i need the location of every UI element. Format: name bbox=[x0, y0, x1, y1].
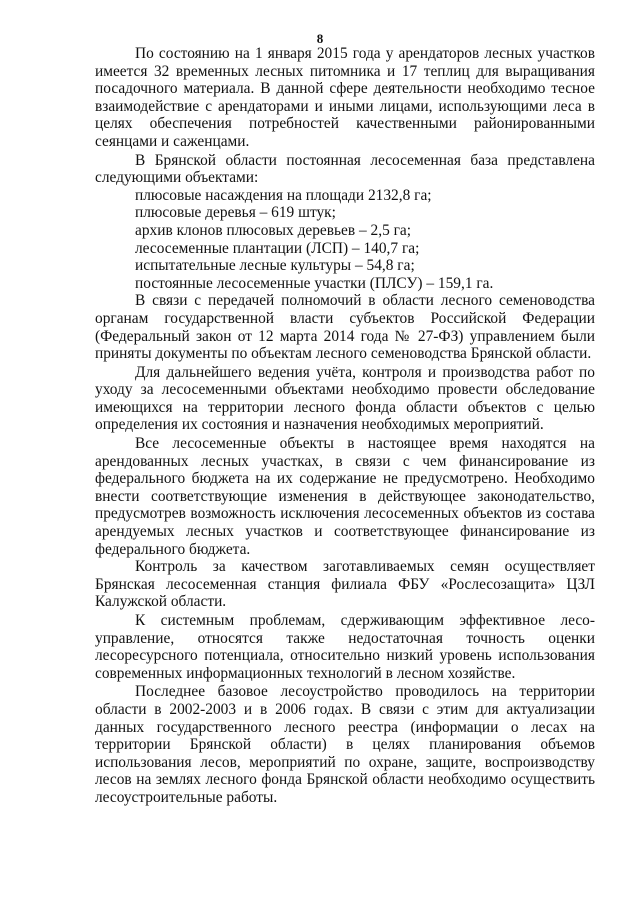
list-item: испытательные лесные культуры – 54,8 га; bbox=[135, 257, 415, 275]
page-number: 8 bbox=[316, 31, 324, 46]
document-body bbox=[95, 45, 595, 807]
paragraph-seed-base: В Брянской области постоянная лесосеменная база представлена следующими объектами: bbox=[95, 151, 595, 187]
list-item: архив клонов плюсовых деревьев – 2,5 га; bbox=[135, 221, 412, 239]
paragraph-powers-transfer: В связи с передачей полномочий в области лесного семеноводства органам государственной власти субъектов Российской Федерации (Федеральный закон от 12 марта 2014 года № 27-ФЗ) управлением были приняты документы по объектам лесного семеноводства Брянской области. bbox=[95, 292, 595, 363]
paragraph-nurseries: По состоянию на 1 января 2015 года у арендаторов лесных участков имеется 32 временных лесных питомника и 17 теплиц для выращивания посадочного материала. В данной сфере деятельности необходимо тесное взаимодействие с арендаторами и иными лицами, использующими леса в целях обеспечения потребностей качественными районированными сеянцами и саженцами. bbox=[95, 45, 595, 150]
list-item: плюсовые деревья – 619 штук; bbox=[135, 204, 336, 222]
seed-objects-list bbox=[95, 187, 595, 293]
paragraph-forest-inventory: Последнее базовое лесоустройство проводилось на территории области в 2002-2003 и в 2006 годах. В связи с этим для актуализации данных государственного лесного реестра (информации о лесах на территории Брянской области) в целях планирования объемов использования лесов, мероприятий по охране, защите, воспроизводству лесов на землях лесного фонда Брянской области необходимо осуществить лесоустроительные работы. bbox=[95, 683, 595, 806]
list-item: плюсовые насаждения на площади 2132,8 га; bbox=[135, 186, 432, 204]
list-item: постоянные лесосеменные участки (ПЛСУ) – 159,1 га. bbox=[135, 274, 494, 292]
paragraph-system-problems: К системным проблемам, сдерживающим эффективное лесо-управление, относятся также недостаточная точность оценки лесоресурсного потенциала, относительно низкий уровень использования современных информационных технологий в лесном хозяйстве. bbox=[95, 612, 595, 682]
list-item: лесосеменные плантации (ЛСП) – 140,7 га; bbox=[135, 239, 420, 257]
paragraph-inspection: Для дальнейшего ведения учёта, контроля и производства работ по уходу за лесосеменными объектами необходимо провести обследование имеющихся на территории лесного фонда области объектов с целью определения их состояния и назначения необходимых мероприятий. bbox=[95, 363, 595, 434]
paragraph-seed-quality: Контроль за качеством заготавливаемых семян осуществляет Брянская лесосеменная станция филиала ФБУ «Рослесозащита» ЦЗЛ Калужской области. bbox=[95, 558, 595, 611]
paragraph-financing: Все лесосеменные объекты в настоящее время находятся на арендованных лесных участках, в связи с чем финансирование из федерального бюджета на их содержание не предусмотрено. Необходимо внести соответствующие изменения в действующее законодательство, предусмотрев возможность исключения лесосеменных объектов из состава арендуемых лесных участков и соответствующее финансирование из федерального бюджета. bbox=[95, 435, 595, 558]
